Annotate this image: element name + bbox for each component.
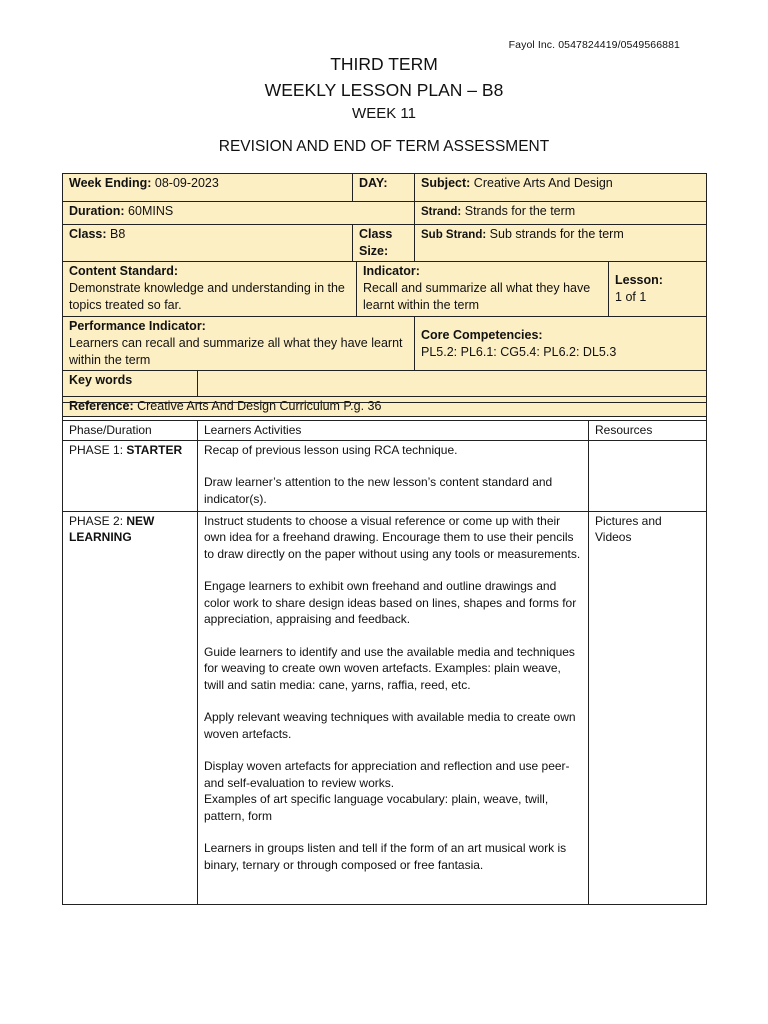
duration-value: 60MINS <box>124 204 174 218</box>
activity-paragraph: Guide learners to identify and use the available media and techniques for weaving to create own woven artefacts. Examples: plain weave, twill and satin media: cane, yarns, raffia, reed, etc. <box>204 644 575 692</box>
strand-cell <box>415 202 707 225</box>
class-cell <box>63 225 353 262</box>
reference-value: Creative Arts And Design Curriculum P.g. 36 <box>133 399 382 413</box>
activity-paragraph: Instruct students to choose a visual reference or come up with their own idea for a freehand drawing. Encourage them to use their pencils to draw directly on the paper without using any tools or measurements. <box>204 513 581 561</box>
phase2-prefix: PHASE 2: <box>69 513 127 528</box>
activities-table <box>62 402 707 905</box>
blank-spacer-row <box>63 403 707 421</box>
class-label: Class: <box>69 227 107 241</box>
duration-cell <box>63 202 415 225</box>
day-label: DAY: <box>359 176 388 190</box>
phase2-resources: Pictures and Videos <box>589 511 707 904</box>
class-size-label: Class Size: <box>359 227 393 258</box>
column-header-activities: Learners Activities <box>198 421 589 441</box>
key-words-value-cell <box>198 371 707 397</box>
company-contact: Fayol Inc. 0547824419/0549566881 <box>508 39 680 51</box>
activity-paragraph: Recap of previous lesson using RCA technique. <box>204 442 458 457</box>
column-header-resources: Resources <box>589 421 707 441</box>
column-header-phase: Phase/Duration <box>63 421 198 441</box>
day-cell <box>353 174 415 202</box>
strand-value: Strands for the term <box>461 204 576 218</box>
content-standard-cell <box>63 262 357 317</box>
phase1-resources <box>589 440 707 511</box>
phase2-name: NEW LEARNING <box>69 513 155 544</box>
key-words-cell <box>63 371 198 397</box>
phase1-cell <box>63 440 198 511</box>
document-title: THIRD TERM <box>330 54 438 74</box>
lesson-value: 1 of 1 <box>615 290 647 304</box>
activity-paragraph: Draw learner’s attention to the new lesson’s content standard and indicator(s). <box>204 475 553 506</box>
phase1-prefix: PHASE 1: <box>69 442 127 457</box>
lesson-cell <box>609 262 707 317</box>
activity-paragraph: Apply relevant weaving techniques with available media to create own woven artefacts. <box>204 710 576 741</box>
phase1-activities <box>198 440 589 511</box>
class-value: B8 <box>106 227 126 241</box>
week-ending-value: 08-09-2023 <box>151 176 219 190</box>
lesson-info-table <box>62 173 707 417</box>
duration-label: Duration: <box>69 204 125 218</box>
strand-label: Strand: <box>421 206 462 218</box>
indicator-value: Recall and summarize all what they have learnt within the term <box>363 281 591 312</box>
core-competencies-cell <box>415 317 707 371</box>
performance-indicator-value: Learners can recall and summarize all what they have learnt within the term <box>69 336 403 367</box>
performance-indicator-label: Performance Indicator: <box>69 319 206 333</box>
activity-paragraph: Learners in groups listen and tell if the form of an art musical work is binary, ternary or through composed or free fantasia. <box>204 841 567 872</box>
week-ending-label: Week Ending: <box>69 176 152 190</box>
content-standard-value: Demonstrate knowledge and understanding in the topics treated so far. <box>69 281 345 312</box>
week-heading: WEEK 11 <box>352 105 416 122</box>
phase1-name: STARTER <box>126 442 183 457</box>
sub-strand-value: Sub strands for the term <box>486 227 624 241</box>
phase2-cell <box>63 511 198 904</box>
topic-heading: REVISION AND END OF TERM ASSESSMENT <box>218 138 550 155</box>
week-ending-cell <box>63 174 353 202</box>
reference-label: Reference: <box>69 399 134 413</box>
phase2-activities <box>198 511 589 904</box>
performance-indicator-cell <box>63 317 415 371</box>
content-standard-label: Content Standard: <box>69 264 179 278</box>
document-subtitle: WEEKLY LESSON PLAN – B8 <box>264 80 504 100</box>
indicator-cell <box>357 262 609 317</box>
lesson-label: Lesson: <box>615 273 663 287</box>
activity-paragraph: Engage learners to exhibit own freehand and outline drawings and color work to share design ideas based on lines, shapes and forms for appreciation, appraising and feedback. <box>204 579 577 626</box>
subject-label: Subject: <box>421 176 471 190</box>
class-size-cell <box>353 225 415 262</box>
sub-strand-label: Sub Strand: <box>421 229 487 241</box>
core-competencies-label: Core Competencies: <box>421 327 543 342</box>
indicator-label: Indicator: <box>363 264 420 278</box>
subject-cell <box>415 174 707 202</box>
core-competencies-value: PL5.2: PL6.1: CG5.4: PL6.2: DL5.3 <box>421 344 617 359</box>
sub-strand-cell <box>415 225 707 262</box>
activity-paragraph: Display woven artefacts for appreciation and reflection and use peer- and self-evaluation to review works. Examples of art specific language vocabulary: plain, weave, twill, pattern, form <box>204 759 570 823</box>
key-words-label: Key words <box>69 373 133 387</box>
subject-value: Creative Arts And Design <box>470 176 613 190</box>
